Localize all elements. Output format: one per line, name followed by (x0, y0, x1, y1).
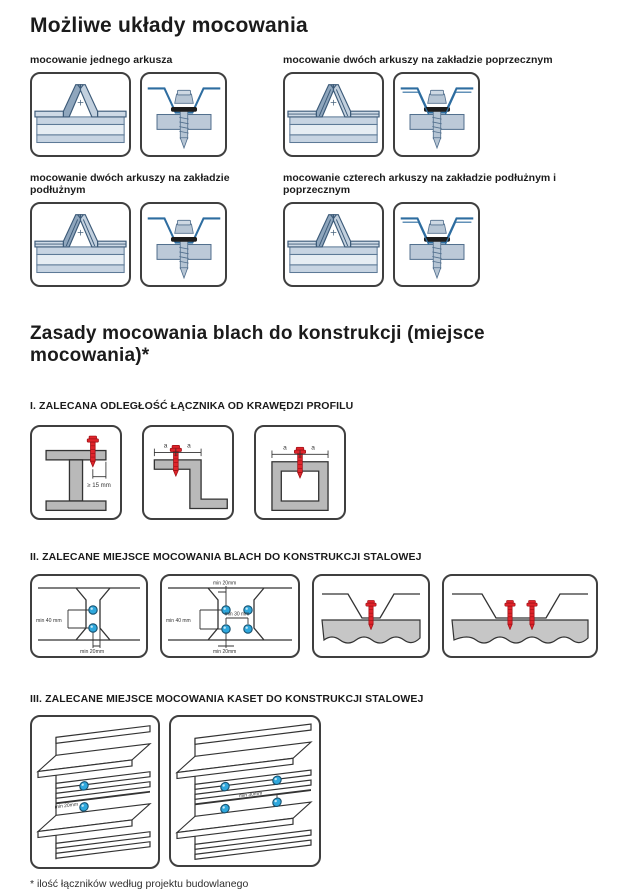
fastener-section-diagram (397, 206, 477, 283)
dim-min40-label: min 40 mm (36, 618, 62, 624)
profile-on-beam-diagram (286, 78, 381, 152)
fastener-section-diagram (397, 76, 477, 153)
ibeam-edge-distance-box (30, 425, 122, 520)
arrangement-grid (30, 54, 605, 287)
arrangement-label: mocowanie jednego arkusza (30, 54, 173, 66)
section-one-fastener-box (312, 574, 430, 658)
dim-a-left: a (163, 442, 168, 450)
dim-min30-cassette: min 30mm (239, 790, 263, 800)
section3-row (30, 715, 605, 869)
zprofile-edge-distance-box (142, 425, 234, 520)
section1-row (30, 425, 605, 520)
fastener-diagram-box (393, 72, 480, 157)
profile-diagram-box (283, 202, 384, 287)
cassette-four-fasteners-diagram (173, 719, 317, 863)
section2-heading: II. ZALECANE MIEJSCE MOCOWANIA BLACH DO KONSTRUKCJI STALOWEJ (30, 551, 422, 563)
dim-min30-label: min 30 mm (224, 611, 250, 618)
fastener-section-diagram (144, 206, 224, 283)
planview-four-fasteners-diagram (164, 578, 296, 654)
dim-a-left: a (283, 444, 287, 452)
edge-distance-label: ≥ 15 mm (87, 482, 111, 489)
section-two-fasteners-diagram (446, 578, 594, 654)
section-two-fasteners-box (442, 574, 598, 658)
section1-heading: I. ZALECANA ODLEGŁOŚĆ ŁĄCZNIKA OD KRAWĘDZI PROFILU (30, 400, 354, 412)
profile-on-beam-diagram (33, 78, 128, 152)
arrangement-two-sheets-longitudinal (30, 172, 283, 287)
fastener-diagram-box (393, 202, 480, 287)
dim-min40-label: min 40 mm (166, 618, 191, 624)
planview-two-fasteners-diagram (34, 578, 144, 654)
boxsection-edge-distance-box (254, 425, 346, 520)
page-title: Możliwe układy mocowania (30, 14, 308, 37)
cassette-two-fasteners-diagram (34, 719, 156, 865)
planview-two-fasteners-box (30, 574, 148, 658)
dim-a-right: a (187, 442, 191, 450)
dim-a-right: a (311, 444, 315, 452)
profile-diagram-box (30, 72, 131, 157)
dim-min20-top: min 20mm (213, 580, 237, 587)
footnote: * ilość łączników według projektu budowlanego (30, 878, 249, 890)
arrangement-single-sheet (30, 54, 283, 157)
box-profile-diagram (257, 428, 343, 517)
arrangement-label: mocowanie dwóch arkuszy na zakładzie podłużnym (30, 172, 230, 196)
fastener-diagram-box (140, 72, 227, 157)
section2-row (30, 574, 605, 658)
fastener-diagram-box (140, 202, 227, 287)
profile-on-beam-diagram (33, 208, 128, 282)
arrangement-two-sheets-transverse (283, 54, 605, 157)
fastener-section-diagram (144, 76, 224, 153)
cassette-four-fasteners-box (169, 715, 321, 867)
section-one-fastener-diagram (316, 578, 426, 654)
arrangement-four-sheets (283, 172, 605, 287)
arrangement-label: mocowanie dwóch arkuszy na zakładzie poprzecznym (283, 54, 553, 66)
ibeam-diagram (33, 428, 119, 517)
section3-heading: III. ZALECANE MIEJSCE MOCOWANIA KASET DO KONSTRUKCJI STALOWEJ (30, 693, 424, 705)
arrangement-label: mocowanie czterech arkuszy na zakładzie podłużnym i poprzecznym (283, 172, 557, 196)
planview-four-fasteners-box (160, 574, 300, 658)
zprofile-diagram (145, 428, 231, 517)
profile-diagram-box (30, 202, 131, 287)
rules-title: Zasady mocowania blach do konstrukcji (miejsce mocowania)* (30, 323, 485, 366)
dim-min20-bottom: min 20mm (213, 649, 237, 654)
profile-on-beam-diagram (286, 208, 381, 282)
profile-diagram-box (283, 72, 384, 157)
dim-min20-label: min 20mm (80, 649, 105, 654)
dim-min20-cassette: min 20mm (54, 801, 78, 811)
cassette-two-fasteners-box (30, 715, 160, 869)
